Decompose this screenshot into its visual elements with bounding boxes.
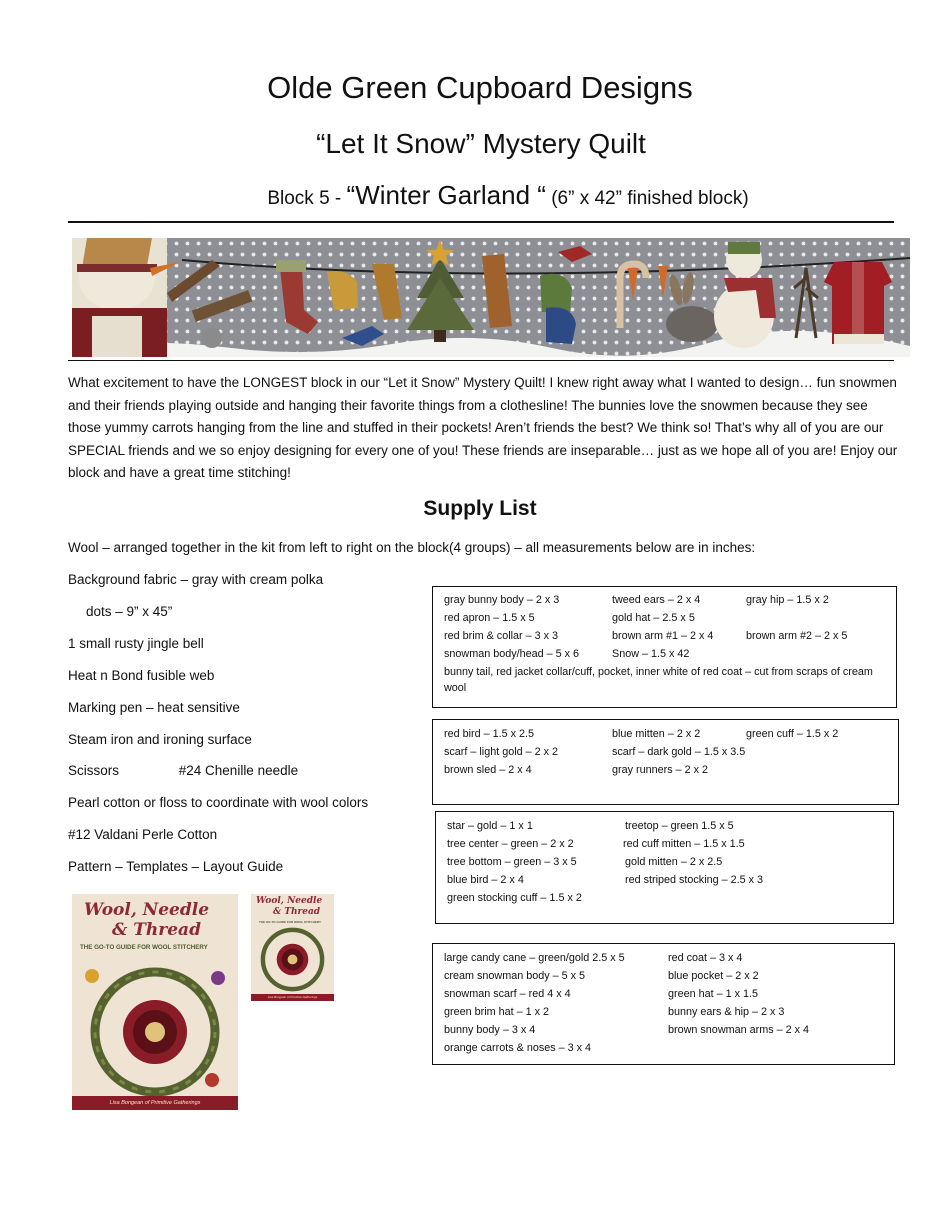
wool-item: tree bottom – green – 3 x 5 [447, 856, 577, 868]
wool-item: green brim hat – 1 x 2 [444, 1006, 550, 1018]
supply-steam-iron: Steam iron and ironing surface [68, 732, 252, 747]
wool-item: large candy cane – green/gold 2.5 x 5 [444, 952, 625, 964]
supply-needle: #24 Chenille needle [178, 763, 299, 778]
garland-photo [72, 238, 910, 357]
wool-item: cream snowman body – 5 x 5 [444, 970, 586, 982]
wool-item: red apron – 1.5 x 5 [444, 612, 535, 624]
book-tagline: THE GO-TO GUIDE FOR WOOL STITCHERY [80, 944, 208, 951]
wool-item: green stocking cuff – 1.5 x 2 [447, 892, 582, 904]
quilt-title: “Let It Snow” Mystery Quilt [316, 128, 646, 159]
wool-group-4 [432, 943, 895, 1065]
table-row [444, 591, 896, 609]
wool-item: gray bunny body – 2 x 3 [444, 594, 560, 606]
wool-item: gray runners – 2 x 2 [612, 764, 709, 776]
wool-item: red coat – 3 x 4 [668, 952, 743, 964]
wreath-illustration [72, 956, 238, 1106]
table-row [447, 889, 893, 907]
wool-item: blue pocket – 2 x 2 [668, 970, 759, 982]
wool-item: red brim & collar – 3 x 3 [444, 630, 559, 642]
wool-intro: Wool – arranged together in the kit from left to right on the block(4 groups) – all measurements below are in inches: [68, 540, 756, 555]
wool-item: Snow – 1.5 x 42 [612, 648, 690, 660]
supply-pattern: Pattern – Templates – Layout Guide [68, 859, 284, 874]
table-row [444, 743, 898, 761]
company-title: Olde Green Cupboard Designs [267, 70, 693, 105]
table-row [447, 871, 893, 889]
wool-item: gray hip – 1.5 x 2 [746, 594, 829, 606]
table-row [444, 1003, 894, 1021]
supply-list-heading: Supply List [423, 497, 537, 520]
supply-background-dots: dots – 9” x 45” [86, 604, 173, 619]
table-row [447, 817, 893, 835]
table-row [444, 949, 894, 967]
supply-scissors-row [68, 763, 298, 778]
table-row [444, 609, 896, 627]
supply-jingle-bell: 1 small rusty jingle bell [68, 636, 204, 651]
wool-item: red bird – 1.5 x 2.5 [444, 728, 535, 740]
wool-item: scarf – light gold – 2 x 2 [444, 746, 559, 758]
block-title [0, 180, 950, 211]
supply-background: Background fabric – gray with cream polka [68, 572, 324, 587]
wool-item: brown sled – 2 x 4 [444, 764, 532, 776]
table-row [447, 835, 893, 853]
top-rule [68, 221, 894, 223]
table-row [444, 967, 894, 985]
table-row [444, 725, 898, 743]
wool-item: green cuff – 1.5 x 2 [746, 728, 839, 740]
wool-group-3 [435, 811, 894, 924]
wool-note: bunny tail, red jacket collar/cuff, pocket, inner white of red coat – cut from scraps of cream wool [444, 666, 873, 694]
wool-item: gold mitten – 2 x 2.5 [625, 856, 723, 868]
table-row [444, 761, 898, 779]
wool-item: tweed ears – 2 x 4 [612, 594, 701, 606]
wool-item: star – gold – 1 x 1 [447, 820, 533, 832]
wool-item: gold hat – 2.5 x 5 [612, 612, 695, 624]
supply-valdani: #12 Valdani Perle Cotton [68, 827, 218, 842]
block-prefix: Block 5 - [267, 188, 347, 209]
wool-group-1 [432, 586, 897, 708]
supply-heat-n-bond: Heat n Bond fusible web [68, 668, 215, 683]
wool-item: tree center – green – 2 x 2 [447, 838, 574, 850]
book-author: Lisa Bongean of Primitive Gatherings [251, 994, 334, 1001]
book-title-line-1: Wool, Needle [256, 896, 323, 906]
wool-item: snowman body/head – 5 x 6 [444, 648, 580, 660]
wool-item: brown snowman arms – 2 x 4 [668, 1024, 810, 1036]
photo-bottom-rule [68, 360, 894, 361]
wool-item: brown arm #2 – 2 x 5 [746, 630, 848, 642]
book-author: Lisa Bongean of Primitive Gatherings [72, 1096, 238, 1110]
book-cover-large [72, 894, 238, 1110]
book-title-line-2: & Thread [112, 920, 201, 940]
book-title-line-2: & Thread [273, 907, 321, 917]
table-row [444, 1021, 894, 1039]
wool-item: scarf – dark gold – 1.5 x 3.5 [612, 746, 746, 758]
table-row [444, 985, 894, 1003]
table-row [444, 1039, 894, 1057]
table-row [444, 645, 896, 663]
wool-item: blue mitten – 2 x 2 [612, 728, 701, 740]
wool-item: red striped stocking – 2.5 x 3 [625, 874, 764, 886]
block-name: “Winter Garland “ [346, 180, 546, 210]
wool-item: bunny body – 3 x 4 [444, 1024, 536, 1036]
wreath-illustration [251, 922, 334, 996]
wool-item: red cuff mitten – 1.5 x 1.5 [623, 838, 745, 850]
book-tagline: THE GO-TO GUIDE FOR WOOL STITCHERY [259, 920, 321, 924]
book-cover-small [251, 894, 334, 1001]
supply-marking-pen: Marking pen – heat sensitive [68, 700, 240, 715]
intro-paragraph: What excitement to have the LONGEST block in our “Let it Snow” Mystery Quilt! I knew right away what I wanted to design… fun snowmen and their friends playing outside and hanging their favorite things from a clothesline! The bunnies love the snowmen because they see those yummy carrots hanging from the line and stuffed in their pockets! Aren’t friends the best? We think so! That’s why all of you are our SPECIAL friends and we so enjoy designing for every one of you! These friends are inseparable… just as we hope all of you are! Enjoy our block and have a great time stitching! [68, 375, 898, 481]
table-row [444, 627, 896, 645]
wool-item: treetop – green 1.5 x 5 [625, 820, 734, 832]
block-size: (6” x 42” finished block) [545, 188, 749, 209]
book-title-line-1: Wool, Needle [84, 900, 210, 920]
wool-group-2 [432, 719, 899, 805]
wool-item: green hat – 1 x 1.5 [668, 988, 759, 1000]
table-row [447, 853, 893, 871]
wool-item: blue bird – 2 x 4 [447, 874, 524, 886]
wool-item: orange carrots & noses – 3 x 4 [444, 1042, 592, 1054]
supply-scissors: Scissors [68, 763, 120, 778]
supply-pearl-cotton: Pearl cotton or floss to coordinate with wool colors [68, 795, 369, 810]
wool-item: snowman scarf – red 4 x 4 [444, 988, 571, 1000]
wool-item: bunny ears & hip – 2 x 3 [668, 1006, 785, 1018]
wool-item: brown arm #1 – 2 x 4 [612, 630, 714, 642]
